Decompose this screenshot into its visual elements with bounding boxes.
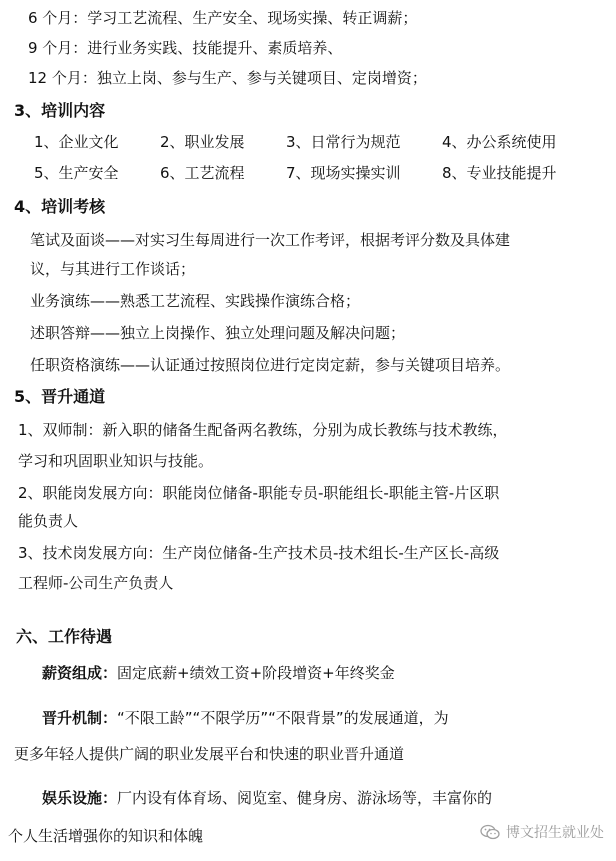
assessment-line: 述职答辩——独立上岗操作、独立处理问题及解决问题； [30, 324, 406, 342]
promotion-line: 工程师-公司生产负责人 [18, 574, 174, 592]
content-item: 2、职业发展 [160, 133, 245, 151]
watermark [480, 822, 604, 842]
promotion-mechanism-label: 晋升机制： [42, 709, 118, 727]
assessment-line: 业务演练——熟悉工艺流程、实践操作演练合格； [30, 292, 361, 310]
assessment-heading: 4、培训考核 [14, 197, 106, 216]
promotion-line: 能负责人 [18, 512, 79, 530]
leisure-row [42, 788, 492, 808]
promotion-mechanism-row [42, 708, 449, 728]
content-item: 3、日常行为规范 [286, 133, 401, 151]
leisure-text: 厂内设有体育场、阅览室、健身房、游泳场等，丰富你的 [117, 789, 493, 807]
content-item: 8、专业技能提升 [442, 164, 557, 182]
schedule-6-months: 6 个月：学习工艺流程、生产安全、现场实操、转正调薪； [28, 9, 418, 27]
watermark-text: 博文招生就业处 [506, 825, 604, 841]
schedule-9-months: 9 个月：进行业务实践、技能提升、素质培养、 [28, 39, 343, 57]
promotion-mechanism-text: “不限工龄”“不限学历”“不限背景”的发展通道，为 [117, 709, 449, 727]
assessment-line: 笔试及面谈——对实习生每周进行一次工作考评，根据考评分数及具体建 [30, 231, 511, 249]
content-item: 4、办公系统使用 [442, 133, 557, 151]
promotion-mechanism-text-cont: 更多年轻人提供广阔的职业发展平台和快速的职业晋升通道 [14, 745, 405, 763]
benefits-heading: 六、工作待遇 [16, 627, 113, 646]
promotion-line: 3、技术岗发展方向：生产岗位储备-生产技术员-技术组长-生产区长-高级 [18, 544, 500, 562]
content-item: 7、现场实操实训 [286, 164, 401, 182]
content-item: 6、工艺流程 [160, 164, 245, 182]
training-content-heading: 3、培训内容 [14, 101, 106, 120]
promotion-line: 1、双师制：新入职的储备生配备两名教练，分别为成长教练与技术教练， [18, 421, 508, 439]
promotion-line: 2、职能岗发展方向：职能岗位储备-职能专员-职能组长-职能主管-片区职 [18, 484, 500, 502]
assessment-line: 任职资格演练——认证通过按照岗位进行定岗定薪，参与关键项目培养。 [30, 356, 511, 374]
salary-label: 薪资组成： [42, 664, 118, 682]
leisure-label: 娱乐设施： [42, 789, 118, 807]
promotion-line: 学习和巩固职业知识与技能。 [18, 452, 214, 470]
salary-row [42, 663, 395, 683]
salary-text: 固定底薪+绩效工资+阶段增资+年终奖金 [117, 664, 395, 682]
content-item: 5、生产安全 [34, 164, 119, 182]
promotion-heading: 5、晋升通道 [14, 387, 106, 406]
leisure-text-cont: 个人生活增强你的知识和体魄 [8, 827, 204, 845]
assessment-line: 议，与其进行工作谈话； [30, 260, 196, 278]
content-item: 1、企业文化 [34, 133, 119, 151]
schedule-12-months: 12 个月：独立上岗、参与生产、参与关键项目、定岗增资； [28, 69, 427, 87]
wechat-icon [480, 824, 500, 840]
